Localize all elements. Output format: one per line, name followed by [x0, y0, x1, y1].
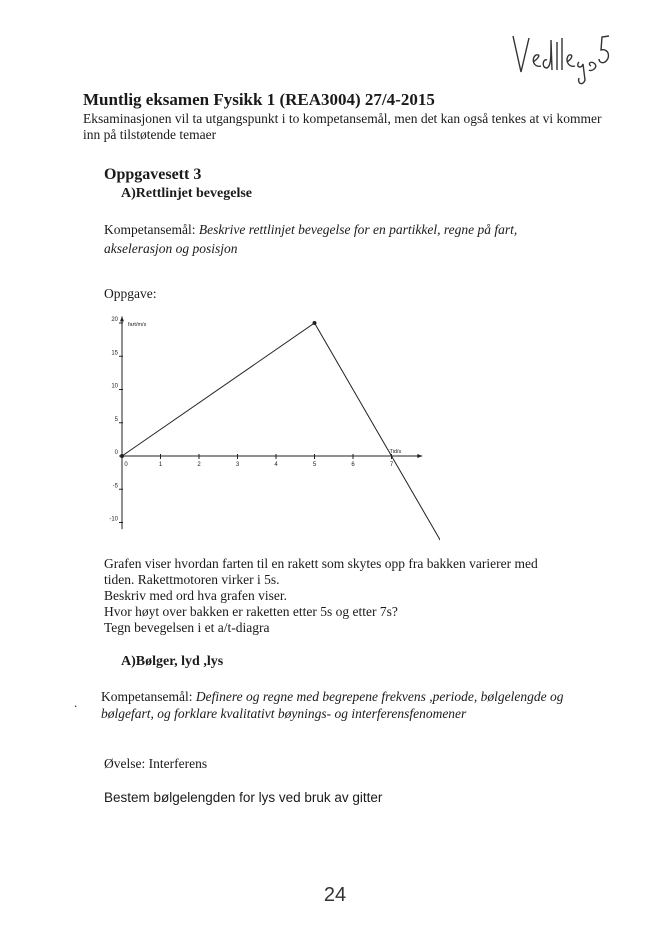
question-line: Hvor høyt over bakken er raketten etter 5s og etter 7s?: [104, 604, 398, 619]
intro-text: Eksaminasjonen vil ta utgangspunkt i to kompetansemål, men det kan også tenkes at vi kommer inn på tilstøtende temaer: [83, 111, 602, 142]
competence-text: Definere og regne med begrepene frekvens ,periode, bølgelengde og bølgefart, og forklare kvalitativt bøynings- og interferensfenomener: [101, 689, 564, 721]
velocity-line: [122, 323, 440, 545]
y-tick-label: 20: [111, 317, 118, 323]
y-tick-label: -10: [109, 516, 118, 523]
task-label: Oppgave:: [104, 286, 157, 301]
question-line: Beskriv med ord hva grafen viser.: [104, 588, 287, 603]
x-tick-label: 6: [351, 462, 355, 468]
data-point: [313, 321, 317, 325]
exam-title: Muntlig eksamen Fysikk 1 (REA3004) 27/4-2015: [83, 90, 435, 109]
x-axis-arrow: [417, 454, 422, 458]
x-axis-label: Tid/s: [389, 449, 402, 455]
exercise-task: Bestem bølgelengden for lys ved bruk av gitter: [104, 790, 383, 805]
question-line: Tegn bevegelsen i et a/t-diagra: [104, 620, 270, 635]
y-tick-label: 5: [114, 416, 118, 423]
exercise-label: Øvelse: Interferens: [104, 756, 208, 771]
question-line: Grafen viser hvordan farten til en rakett som skytes opp fra bakken varierer med: [104, 556, 538, 571]
y-tick-label: 10: [111, 383, 118, 390]
competence-label: Kompetansemål:: [104, 222, 199, 237]
handwritten-note-vedlegg: [505, 28, 615, 88]
y-tick-label: -5: [112, 483, 118, 490]
data-point: [120, 454, 124, 458]
task-set-heading: Oppgavesett 3: [104, 166, 202, 183]
section-a-competence: [104, 220, 574, 258]
competence-text: Beskrive rettlinjet bevegelse for en partikkel, regne på fart, akselerasjon og posisjon: [104, 222, 518, 256]
y-axis-label: fart/m/s: [128, 322, 147, 328]
y-tick-label: 0: [114, 450, 118, 456]
velocity-time-graph: [100, 310, 440, 545]
x-tick-label: 7: [389, 462, 394, 468]
question-line: tiden. Rakettmotoren virker i 5s.: [104, 572, 280, 587]
section-a-heading: A)Rettlinjet bevegelse: [121, 186, 253, 201]
page-number: 24: [323, 884, 347, 906]
y-tick-label: 15: [111, 350, 118, 357]
section-b-competence: [101, 688, 571, 722]
x-tick-label: 1: [158, 462, 163, 468]
x-tick-label: 4: [274, 462, 278, 468]
x-tick-label: 3: [235, 462, 240, 468]
bullet-dot: .: [74, 695, 78, 710]
competence-label: Kompetansemål:: [101, 689, 196, 704]
section-a-questions: [104, 556, 584, 636]
x-tick-label: 0: [124, 462, 128, 468]
x-tick-label: 2: [197, 462, 201, 468]
section-b-heading: A)Bølger, lyd ,lys: [121, 654, 224, 669]
y-axis-arrow: [120, 316, 124, 321]
x-tick-label: 5: [312, 462, 317, 468]
